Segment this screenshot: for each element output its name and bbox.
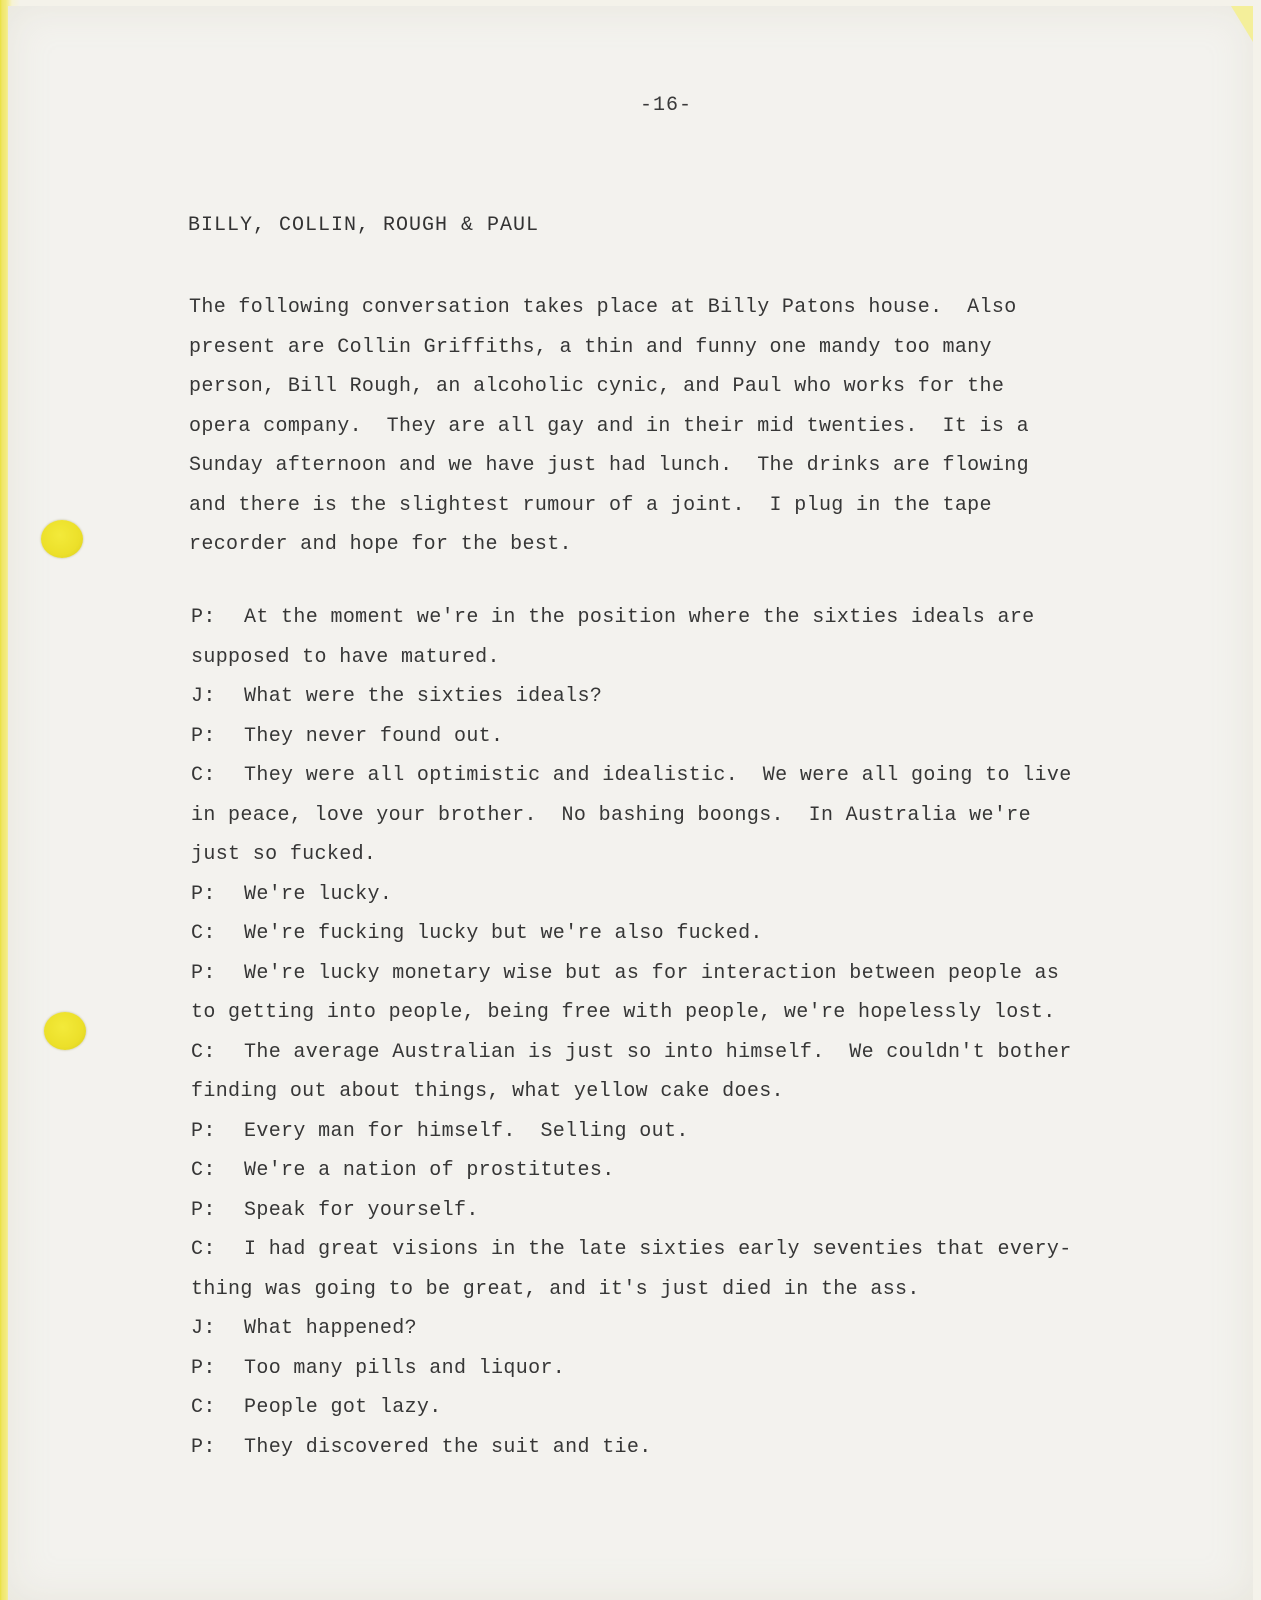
dialog-transcript	[191, 598, 1131, 1467]
dialog-text: We're lucky monetary wise but as for interaction between people as	[244, 961, 1060, 985]
dialog-text: Too many pills and liquor.	[244, 1356, 566, 1380]
dialog-line	[191, 717, 1131, 757]
speaker-label: J:	[191, 685, 216, 708]
dialog-line	[191, 1309, 1131, 1349]
dialog-line	[191, 1191, 1131, 1231]
dialog-line	[191, 914, 1131, 954]
dialog-text: They never found out.	[244, 724, 504, 748]
dialog-line	[191, 1428, 1131, 1468]
dialog-line	[191, 796, 1131, 836]
speaker-label: C:	[191, 764, 216, 787]
dialog-line	[191, 954, 1131, 994]
dialog-text: What happened?	[244, 1317, 417, 1340]
speaker-label: P:	[191, 961, 216, 985]
dialog-text: At the moment we're in the position where the sixties ideals are	[244, 606, 1035, 629]
speaker-label: C:	[191, 1238, 216, 1261]
speaker-label: C:	[191, 1159, 216, 1182]
dialog-line	[191, 1388, 1131, 1428]
speaker-label: P:	[191, 1435, 216, 1459]
intro-line: The following conversation takes place at Billy Patons house. Also	[189, 296, 1017, 319]
speaker-label: P:	[191, 724, 216, 748]
dialog-text: finding out about things, what yellow cake does.	[191, 1080, 784, 1103]
dialog-text: We're a nation of prostitutes.	[244, 1159, 615, 1182]
dialog-text: to getting into people, being free with people, we're hopelessly lost.	[191, 1001, 1056, 1024]
dialog-text: People got lazy.	[244, 1396, 442, 1419]
speaker-label: J:	[191, 1317, 216, 1340]
page-number: -16-	[640, 94, 693, 117]
folded-corner	[1231, 6, 1253, 42]
dialog-line	[191, 1072, 1131, 1112]
intro-line: and there is the slightest rumour of a joint. I plug in the tape	[189, 493, 992, 517]
dialog-line	[191, 1033, 1131, 1073]
dialog-text: just so fucked.	[191, 843, 377, 866]
dialog-text: We're lucky.	[244, 882, 393, 906]
speaker-label: P:	[191, 606, 216, 629]
dialog-line	[191, 993, 1131, 1033]
intro-line: opera company. They are all gay and in their mid twenties. It is a	[189, 414, 1029, 438]
dialog-line	[191, 598, 1131, 638]
intro-line: Sunday afternoon and we have just had lunch. The drinks are flowing	[189, 454, 1029, 477]
dialog-text: Speak for yourself.	[244, 1198, 479, 1222]
speaker-label: C:	[191, 1040, 216, 1064]
speaker-label: P:	[191, 1119, 216, 1143]
section-heading: BILLY, COLLIN, ROUGH & PAUL	[188, 214, 540, 237]
speaker-label: P:	[191, 882, 216, 906]
dialog-text: What were the sixties ideals?	[244, 685, 603, 708]
intro-paragraph	[189, 288, 1119, 565]
dialog-text: thing was going to be great, and it's just died in the ass.	[191, 1277, 920, 1301]
dialog-line	[191, 1151, 1131, 1191]
intro-line: recorder and hope for the best.	[189, 533, 572, 556]
dialog-text: in peace, love your brother. No bashing boongs. In Australia we're	[191, 803, 1031, 827]
dialog-line	[191, 756, 1131, 796]
dialog-text: I had great visions in the late sixties early seventies that every-	[244, 1238, 1072, 1261]
dialog-text: They discovered the suit and tie.	[244, 1435, 652, 1459]
dialog-text: They were all optimistic and idealistic. We were all going to live	[244, 764, 1072, 787]
punch-hole-top	[41, 520, 83, 558]
speaker-label: C:	[191, 1396, 216, 1419]
speaker-label: P:	[191, 1198, 216, 1222]
dialog-text: Every man for himself. Selling out.	[244, 1119, 689, 1143]
speaker-label: C:	[191, 922, 216, 945]
dialog-line	[191, 835, 1131, 875]
dialog-line	[191, 1112, 1131, 1152]
intro-line: person, Bill Rough, an alcoholic cynic, and Paul who works for the	[189, 375, 1005, 398]
dialog-text: We're fucking lucky but we're also fucked.	[244, 922, 763, 945]
intro-line: present are Collin Griffiths, a thin and funny one mandy too many	[189, 335, 992, 359]
dialog-line	[191, 1270, 1131, 1310]
speaker-label: P:	[191, 1356, 216, 1380]
punch-hole-bottom	[44, 1012, 86, 1050]
dialog-line	[191, 1349, 1131, 1389]
dialog-text: supposed to have matured.	[191, 645, 500, 669]
dialog-text: The average Australian is just so into himself. We couldn't bother	[244, 1040, 1072, 1064]
dialog-line	[191, 875, 1131, 915]
dialog-line	[191, 638, 1131, 678]
dialog-line	[191, 677, 1131, 717]
dialog-line	[191, 1230, 1131, 1270]
